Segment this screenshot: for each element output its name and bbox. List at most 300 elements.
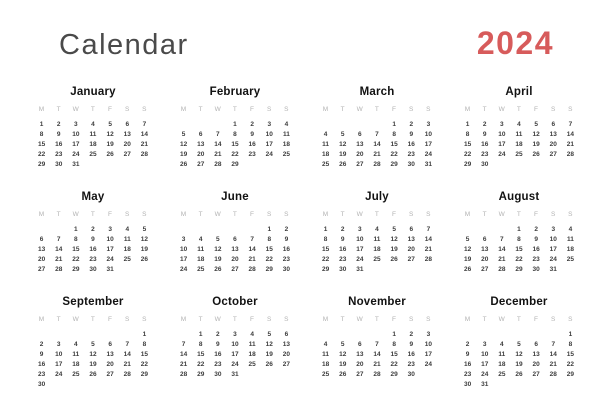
- day-cell: 11: [566, 235, 574, 243]
- day-cell: 22: [37, 150, 46, 158]
- weekday-label: T: [90, 315, 96, 323]
- month-grid: [33, 105, 153, 170]
- empty-cell: [459, 330, 476, 340]
- empty-cell: [334, 120, 351, 130]
- month-grid: [317, 105, 437, 170]
- day-cell: 18: [248, 350, 256, 358]
- day-cell: 29: [463, 160, 472, 168]
- day-cell: 21: [179, 360, 188, 368]
- day-cell: 24: [231, 360, 239, 368]
- empty-cell: [119, 265, 136, 275]
- day-cell: 10: [498, 130, 506, 138]
- weekday-label: F: [249, 210, 255, 218]
- weekday-label: S: [408, 105, 414, 113]
- month-title: September: [62, 296, 124, 308]
- empty-cell: [562, 160, 579, 170]
- day-cell: 29: [140, 370, 149, 378]
- day-cell: 1: [39, 120, 44, 128]
- day-cell: 6: [198, 130, 203, 138]
- day-cell: 22: [231, 150, 239, 158]
- weekday-label: S: [266, 105, 272, 113]
- day-cell: 27: [407, 255, 415, 263]
- day-cell: 14: [140, 130, 149, 138]
- day-cell: 19: [140, 245, 149, 253]
- day-cell: 4: [198, 235, 203, 243]
- day-cell: 1: [267, 225, 272, 233]
- day-cell: 26: [179, 160, 188, 168]
- empty-cell: [476, 330, 493, 340]
- day-cell: 15: [231, 140, 239, 148]
- day-cell: 13: [481, 245, 489, 253]
- day-cell: 19: [214, 255, 222, 263]
- month-july: [317, 191, 437, 296]
- day-cell: 10: [549, 235, 557, 243]
- day-cell: 27: [123, 150, 131, 158]
- day-cell: 23: [282, 255, 291, 263]
- day-cell: 26: [89, 370, 97, 378]
- weekday-label: S: [568, 105, 573, 113]
- day-cell: 17: [106, 245, 114, 253]
- day-cell: 23: [248, 150, 256, 158]
- day-cell: 11: [248, 340, 256, 348]
- day-cell: 28: [248, 265, 256, 273]
- weekday-label: M: [464, 105, 471, 113]
- day-cell: 20: [356, 150, 364, 158]
- day-cell: 5: [517, 340, 521, 348]
- weekday-label: T: [516, 105, 522, 113]
- year-label: 2024: [476, 25, 554, 61]
- weekday-label: S: [550, 105, 556, 113]
- day-cell: 14: [566, 130, 575, 138]
- day-cell: 19: [339, 150, 347, 158]
- day-cell: 25: [72, 370, 80, 378]
- weekday-label: M: [180, 315, 187, 323]
- day-cell: 27: [481, 265, 489, 273]
- empty-cell: [493, 380, 510, 390]
- day-cell: 4: [250, 330, 254, 338]
- day-cell: 14: [549, 350, 557, 358]
- day-cell: 6: [358, 340, 362, 348]
- day-cell: 9: [534, 235, 538, 243]
- day-cell: 22: [321, 255, 330, 263]
- month-grid: [33, 315, 153, 390]
- day-cell: 16: [407, 350, 415, 358]
- day-cell: 1: [323, 225, 328, 233]
- weekday-label: T: [516, 315, 522, 323]
- empty-cell: [317, 120, 334, 130]
- day-cell: 16: [55, 140, 63, 148]
- day-cell: 12: [89, 350, 97, 358]
- day-cell: 12: [214, 245, 222, 253]
- day-cell: 15: [72, 245, 80, 253]
- day-cell: 31: [231, 370, 239, 378]
- empty-cell: [510, 160, 527, 170]
- day-cell: 24: [265, 150, 273, 158]
- day-cell: 9: [340, 235, 345, 243]
- day-cell: 22: [566, 360, 575, 368]
- day-cell: 13: [106, 350, 114, 358]
- day-cell: 9: [465, 350, 470, 358]
- day-cell: 24: [179, 265, 188, 273]
- weekday-label: M: [38, 315, 45, 323]
- day-cell: 11: [498, 350, 506, 358]
- day-cell: 30: [407, 370, 415, 378]
- weekday-label: S: [568, 315, 573, 323]
- day-cell: 21: [214, 150, 222, 158]
- weekday-label: S: [568, 210, 573, 218]
- day-cell: 18: [321, 360, 330, 368]
- weekday-label: W: [356, 105, 364, 113]
- day-cell: 20: [481, 255, 489, 263]
- day-cell: 1: [142, 330, 147, 338]
- day-cell: 1: [517, 225, 521, 233]
- empty-cell: [493, 330, 510, 340]
- weekday-label: S: [124, 210, 130, 218]
- day-cell: 27: [356, 160, 364, 168]
- day-cell: 11: [282, 130, 290, 138]
- day-cell: 23: [407, 150, 415, 158]
- day-cell: 12: [140, 235, 149, 243]
- day-cell: 26: [140, 255, 149, 263]
- day-cell: 6: [284, 330, 289, 338]
- day-cell: 18: [321, 150, 330, 158]
- day-cell: 11: [72, 350, 80, 358]
- day-cell: 29: [566, 370, 575, 378]
- day-cell: 11: [197, 245, 205, 253]
- day-cell: 30: [481, 160, 489, 168]
- weekday-label: M: [180, 105, 187, 113]
- day-cell: 14: [498, 245, 506, 253]
- day-cell: 20: [123, 140, 131, 148]
- day-cell: 25: [123, 255, 131, 263]
- day-cell: 30: [532, 265, 540, 273]
- empty-cell: [119, 330, 136, 340]
- weekday-label: M: [38, 105, 45, 113]
- weekday-label: W: [498, 105, 506, 113]
- weekday-label: F: [533, 105, 539, 113]
- weekday-label: T: [232, 315, 238, 323]
- day-cell: 8: [517, 235, 521, 243]
- day-cell: 28: [123, 370, 131, 378]
- day-cell: 2: [39, 340, 44, 348]
- day-cell: 17: [424, 350, 433, 358]
- day-cell: 9: [284, 235, 289, 243]
- day-cell: 7: [375, 340, 379, 348]
- day-cell: 28: [140, 150, 149, 158]
- day-cell: 13: [532, 350, 540, 358]
- empty-cell: [136, 160, 153, 170]
- day-cell: 1: [392, 330, 396, 338]
- weekday-label: S: [550, 315, 556, 323]
- day-cell: 2: [216, 330, 220, 338]
- day-cell: 5: [216, 235, 220, 243]
- day-cell: 9: [409, 340, 414, 348]
- empty-cell: [102, 160, 119, 170]
- day-cell: 29: [37, 160, 46, 168]
- weekday-label: S: [266, 315, 272, 323]
- day-cell: 26: [106, 150, 114, 158]
- weekday-label: T: [340, 315, 345, 323]
- empty-cell: [278, 160, 295, 170]
- month-grid: [33, 210, 153, 275]
- day-cell: 10: [481, 350, 489, 358]
- empty-cell: [175, 330, 192, 340]
- day-cell: 7: [375, 130, 379, 138]
- day-cell: 11: [123, 235, 131, 243]
- day-cell: 28: [373, 160, 381, 168]
- empty-cell: [493, 225, 510, 235]
- day-cell: 17: [481, 360, 489, 368]
- day-cell: 25: [498, 370, 506, 378]
- day-cell: 4: [91, 120, 95, 128]
- day-cell: 16: [282, 245, 291, 253]
- month-december: [459, 296, 579, 401]
- day-cell: 27: [37, 265, 46, 273]
- day-cell: 29: [231, 160, 239, 168]
- empty-cell: [102, 330, 119, 340]
- day-cell: 4: [323, 130, 328, 138]
- day-cell: 16: [532, 245, 540, 253]
- weekday-label: T: [198, 105, 203, 113]
- day-cell: 14: [373, 350, 381, 358]
- day-cell: 3: [482, 340, 487, 348]
- day-cell: 3: [56, 340, 61, 348]
- day-cell: 2: [482, 120, 487, 128]
- weekday-label: F: [249, 315, 255, 323]
- day-cell: 21: [424, 245, 433, 253]
- day-cell: 27: [282, 360, 291, 368]
- empty-cell: [528, 330, 545, 340]
- day-cell: 12: [532, 130, 540, 138]
- month-title: February: [209, 86, 261, 98]
- month-grid: [459, 105, 579, 170]
- weekday-label: F: [391, 315, 397, 323]
- day-cell: 5: [392, 225, 396, 233]
- day-cell: 18: [373, 245, 381, 253]
- day-cell: 15: [390, 350, 398, 358]
- day-cell: 10: [179, 245, 188, 253]
- day-cell: 23: [339, 255, 347, 263]
- day-cell: 9: [39, 350, 44, 358]
- day-cell: 24: [549, 255, 557, 263]
- month-grid: [317, 315, 437, 380]
- month-grid: [175, 315, 295, 380]
- weekday-label: S: [124, 315, 130, 323]
- day-cell: 18: [282, 140, 291, 148]
- day-cell: 8: [267, 235, 272, 243]
- day-cell: 5: [340, 130, 345, 138]
- day-cell: 29: [390, 370, 398, 378]
- weekday-label: T: [482, 105, 487, 113]
- day-cell: 15: [515, 245, 523, 253]
- day-cell: 5: [142, 225, 147, 233]
- day-cell: 29: [515, 265, 523, 273]
- empty-cell: [67, 380, 84, 390]
- empty-cell: [102, 380, 119, 390]
- day-cell: 22: [463, 150, 472, 158]
- day-cell: 25: [248, 360, 256, 368]
- page-title: Calendar: [59, 29, 189, 61]
- day-cell: 31: [72, 160, 80, 168]
- empty-cell: [209, 120, 226, 130]
- weekday-label: F: [249, 105, 255, 113]
- months-grid: [33, 86, 579, 401]
- weekday-label: S: [426, 210, 431, 218]
- day-cell: 19: [390, 245, 398, 253]
- empty-cell: [278, 370, 295, 380]
- month-grid: [459, 210, 579, 275]
- day-cell: 27: [532, 370, 540, 378]
- weekday-label: W: [72, 210, 80, 218]
- day-cell: 9: [91, 235, 95, 243]
- day-cell: 6: [39, 235, 44, 243]
- day-cell: 16: [339, 245, 347, 253]
- day-cell: 9: [250, 130, 254, 138]
- day-cell: 7: [216, 130, 220, 138]
- day-cell: 20: [407, 245, 415, 253]
- weekday-label: T: [198, 210, 203, 218]
- empty-cell: [244, 225, 261, 235]
- day-cell: 20: [356, 360, 364, 368]
- day-cell: 2: [250, 120, 254, 128]
- day-cell: 31: [106, 265, 114, 273]
- day-cell: 14: [55, 245, 63, 253]
- day-cell: 6: [482, 235, 487, 243]
- empty-cell: [119, 380, 136, 390]
- day-cell: 27: [356, 370, 364, 378]
- day-cell: 10: [106, 235, 114, 243]
- weekday-label: F: [391, 210, 397, 218]
- day-cell: 31: [424, 160, 433, 168]
- day-cell: 18: [123, 245, 131, 253]
- day-cell: 1: [74, 225, 78, 233]
- weekday-label: W: [214, 105, 222, 113]
- day-cell: 25: [321, 160, 330, 168]
- day-cell: 13: [282, 340, 291, 348]
- weekday-label: T: [232, 210, 238, 218]
- day-cell: 17: [55, 360, 63, 368]
- empty-cell: [209, 225, 226, 235]
- day-cell: 8: [392, 340, 396, 348]
- day-cell: 24: [424, 150, 433, 158]
- day-cell: 5: [340, 340, 345, 348]
- day-cell: 15: [140, 350, 149, 358]
- day-cell: 21: [140, 140, 149, 148]
- day-cell: 4: [517, 120, 521, 128]
- day-cell: 29: [197, 370, 205, 378]
- weekday-label: T: [90, 105, 96, 113]
- weekday-label: M: [38, 210, 45, 218]
- day-cell: 3: [426, 120, 431, 128]
- day-cell: 18: [72, 360, 80, 368]
- empty-cell: [351, 330, 368, 340]
- weekday-label: W: [498, 210, 506, 218]
- day-cell: 22: [390, 150, 398, 158]
- weekday-label: S: [408, 315, 414, 323]
- day-cell: 17: [265, 140, 273, 148]
- weekday-label: T: [516, 210, 522, 218]
- day-cell: 30: [282, 265, 291, 273]
- day-cell: 30: [339, 265, 347, 273]
- day-cell: 20: [231, 255, 239, 263]
- day-cell: 4: [74, 340, 78, 348]
- month-february: [175, 86, 295, 191]
- empty-cell: [33, 225, 50, 235]
- day-cell: 26: [390, 255, 398, 263]
- month-november: [317, 296, 437, 401]
- day-cell: 8: [74, 235, 78, 243]
- day-cell: 25: [566, 255, 575, 263]
- day-cell: 18: [197, 255, 205, 263]
- day-cell: 24: [106, 255, 114, 263]
- empty-cell: [528, 160, 545, 170]
- month-title: December: [490, 296, 548, 308]
- day-cell: 3: [108, 225, 112, 233]
- day-cell: 7: [142, 120, 147, 128]
- day-cell: 19: [532, 140, 540, 148]
- day-cell: 8: [198, 340, 203, 348]
- day-cell: 15: [37, 140, 46, 148]
- empty-cell: [528, 380, 545, 390]
- day-cell: 9: [216, 340, 220, 348]
- day-cell: 21: [549, 360, 557, 368]
- empty-cell: [136, 265, 153, 275]
- day-cell: 3: [267, 120, 272, 128]
- day-cell: 21: [248, 255, 256, 263]
- day-cell: 30: [37, 380, 46, 388]
- day-cell: 12: [390, 235, 398, 243]
- day-cell: 3: [426, 330, 431, 338]
- day-cell: 12: [265, 340, 273, 348]
- day-cell: 10: [424, 130, 433, 138]
- day-cell: 2: [340, 225, 345, 233]
- day-cell: 9: [56, 130, 61, 138]
- weekday-label: W: [72, 315, 80, 323]
- weekday-label: W: [214, 210, 222, 218]
- day-cell: 14: [214, 140, 222, 148]
- day-cell: 3: [74, 120, 78, 128]
- day-cell: 20: [37, 255, 46, 263]
- weekday-label: T: [340, 105, 345, 113]
- day-cell: 22: [515, 255, 523, 263]
- day-cell: 5: [181, 130, 186, 138]
- weekday-label: T: [374, 315, 380, 323]
- day-cell: 31: [356, 265, 364, 273]
- month-grid: [317, 210, 437, 275]
- empty-cell: [562, 265, 579, 275]
- day-cell: 26: [214, 265, 222, 273]
- day-cell: 19: [515, 360, 523, 368]
- day-cell: 3: [358, 225, 362, 233]
- day-cell: 26: [463, 265, 472, 273]
- weekday-label: T: [482, 315, 487, 323]
- weekday-label: F: [533, 315, 539, 323]
- day-cell: 15: [390, 140, 398, 148]
- empty-cell: [493, 160, 510, 170]
- day-cell: 27: [231, 265, 239, 273]
- day-cell: 25: [373, 255, 381, 263]
- day-cell: 6: [551, 120, 556, 128]
- header: [0, 0, 612, 60]
- day-cell: 18: [566, 245, 575, 253]
- weekday-label: T: [56, 105, 61, 113]
- day-cell: 2: [465, 340, 470, 348]
- day-cell: 2: [409, 120, 414, 128]
- empty-cell: [545, 160, 562, 170]
- day-cell: 28: [55, 265, 63, 273]
- day-cell: 27: [106, 370, 114, 378]
- empty-cell: [386, 265, 403, 275]
